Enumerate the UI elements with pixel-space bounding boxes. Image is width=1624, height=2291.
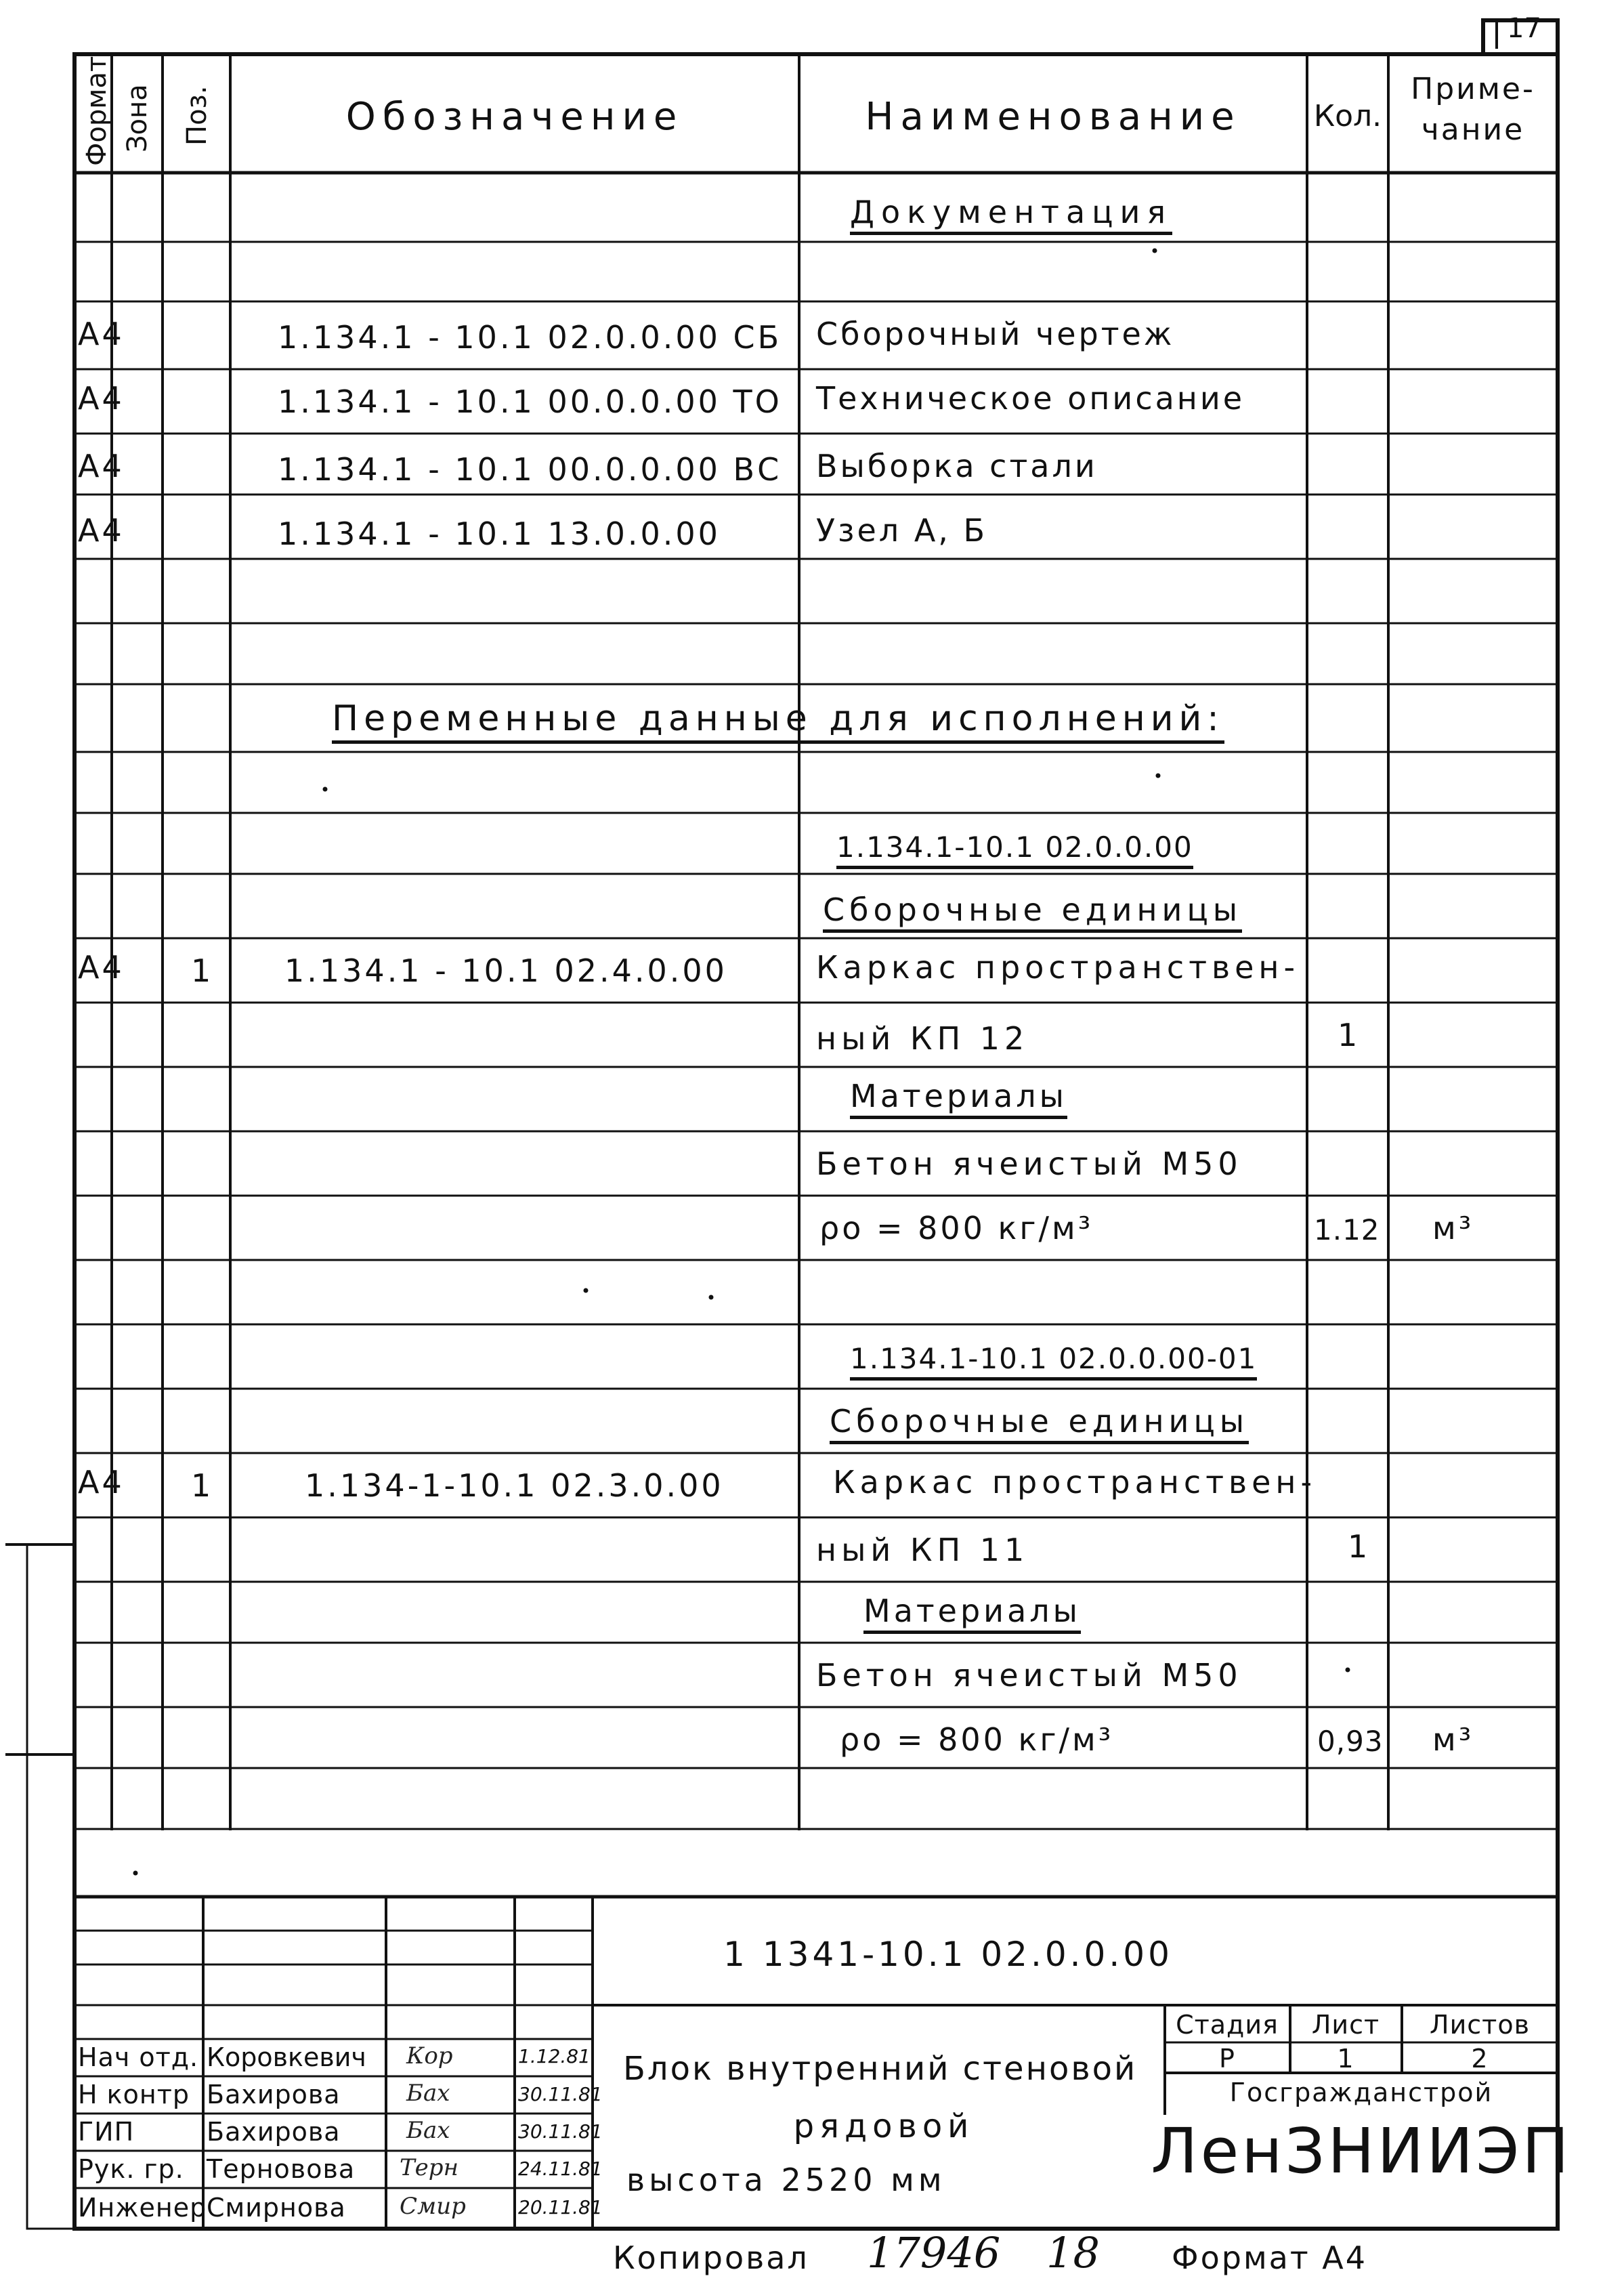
sign-date: 24.11.81 (518, 2158, 603, 2180)
row-name: Каркас пространствен- (833, 1464, 1317, 1500)
sign-name: Бахирова (207, 2080, 341, 2109)
section-documentation: Документация (850, 196, 1172, 235)
row-note: м³ (1432, 1721, 1474, 1758)
sign-role: Инженер (78, 2193, 207, 2223)
section-materials: Материалы (863, 1595, 1081, 1634)
row-name: Бетон ячеистый М50 (816, 1657, 1243, 1694)
header-zone: Зона (122, 84, 153, 152)
row-designation: 1.134.1 - 10.1 13.0.0.00 (278, 516, 721, 552)
title-line-3: высота 2520 мм (626, 2162, 946, 2198)
header-name: Наименование (865, 95, 1241, 139)
row-designation: 1.134.1 - 10.1 00.0.0.00 ВС (278, 451, 782, 488)
row-name: ρо = 800 кг/м³ (840, 1721, 1114, 1758)
row-name: Каркас пространствен- (816, 949, 1300, 986)
sign-role: ГИП (78, 2117, 135, 2147)
title-line-2: рядовой (793, 2107, 975, 2145)
stray-dot (323, 787, 327, 791)
header-pos: Поз. (181, 85, 213, 146)
signature-handwritten: Бах (406, 2117, 450, 2144)
footer-format: Формат А4 (1172, 2240, 1367, 2276)
header-qty: Кол. (1313, 99, 1382, 133)
row-pos: 1 (191, 1467, 214, 1504)
title-document-code: 1 1341-10.1 02.0.0.00 (723, 1935, 1173, 1974)
sign-name: Бахирова (207, 2117, 341, 2147)
signature-handwritten: Бах (406, 2080, 450, 2107)
row-qty: 1 (1338, 1017, 1361, 1053)
signature-handwritten: Кор (406, 2042, 453, 2069)
row-name: Выборка стали (816, 448, 1098, 484)
title-line-1: Блок внутренний стеновой (623, 2050, 1138, 2088)
row-designation: 1.134-1-10.1 02.3.0.00 (305, 1467, 724, 1504)
header-designation: Обозначение (345, 95, 684, 139)
sheet-value: 1 (1337, 2044, 1354, 2074)
institute-name: ЛенЗНИИЭП (1151, 2115, 1572, 2187)
row-qty: 0,93 (1317, 1725, 1384, 1758)
organization-name: Госгражданстрой (1229, 2078, 1493, 2107)
row-name: Сборочный чертеж (816, 316, 1175, 352)
execution-code: 1.134.1-10.1 02.0.0.00-01 (850, 1345, 1257, 1381)
row-format: А4 (78, 448, 125, 484)
page-number: 17 (1507, 13, 1541, 44)
row-note: м³ (1432, 1210, 1474, 1246)
stray-dot (133, 1871, 137, 1875)
row-name: ный КП 11 (816, 1532, 1029, 1568)
sheet-label: Лист (1311, 2010, 1380, 2040)
header-note-line1: Приме- (1411, 72, 1535, 106)
sheets-label: Листов (1430, 2010, 1530, 2040)
row-format: А4 (78, 949, 125, 986)
row-designation: 1.134.1 - 10.1 02.4.0.00 (284, 952, 727, 989)
stage-value: Р (1219, 2044, 1235, 2074)
footer-number-2: 18 (1046, 2228, 1100, 2277)
sign-name: Смирнова (207, 2193, 346, 2223)
signature-handwritten: Смир (400, 2193, 466, 2220)
stray-dot (709, 1295, 713, 1299)
section-assembly-units: Сборочные единицы (823, 894, 1242, 933)
row-name: Техническое описание (816, 380, 1245, 417)
row-designation: 1.134.1 - 10.1 00.0.0.00 ТО (278, 383, 782, 420)
section-assembly-units: Сборочные единицы (830, 1406, 1249, 1444)
row-name: Бетон ячеистый М50 (816, 1146, 1243, 1182)
row-qty: 1.12 (1314, 1213, 1380, 1246)
row-designation: 1.134.1 - 10.1 02.0.0.00 СБ (278, 319, 782, 356)
sign-role: Рук. гр. (78, 2154, 184, 2184)
stray-dot (1346, 1668, 1350, 1672)
sign-date: 30.11.81 (518, 2083, 603, 2105)
sign-name: Коровкевич (207, 2042, 366, 2072)
sheets-value: 2 (1471, 2044, 1489, 2074)
execution-code: 1.134.1-10.1 02.0.0.00 (836, 833, 1193, 869)
signature-handwritten: Терн (400, 2154, 458, 2181)
row-name: Узел А, Б (816, 512, 988, 549)
footer-copied: Копировал (613, 2240, 809, 2276)
row-format: А4 (78, 316, 125, 352)
sign-date: 20.11.81 (518, 2196, 603, 2219)
row-name: ный КП 12 (816, 1020, 1029, 1057)
row-format: А4 (78, 380, 125, 417)
stray-dot (1153, 249, 1157, 253)
stray-dot (1156, 774, 1160, 778)
row-name: ρо = 800 кг/м³ (819, 1210, 1094, 1246)
sign-date: 1.12.81 (518, 2045, 591, 2067)
sign-role: Н контр (78, 2080, 190, 2109)
stage-label: Стадия (1176, 2010, 1279, 2040)
section-variable-data: Переменные данные для исполнений: (332, 701, 1224, 744)
row-format: А4 (78, 512, 125, 549)
sign-role: Нач отд. (78, 2042, 199, 2072)
footer-number: 17946 (867, 2228, 1001, 2277)
section-materials: Материалы (850, 1080, 1067, 1119)
stray-dot (584, 1288, 588, 1292)
header-note-line2: чание (1421, 112, 1525, 147)
row-format: А4 (78, 1464, 125, 1500)
sign-date: 30.11.81 (518, 2120, 603, 2143)
row-pos: 1 (191, 952, 214, 989)
sign-name: Терновова (207, 2154, 356, 2184)
header-format: Формат (81, 56, 112, 166)
row-qty: 1 (1348, 1528, 1371, 1565)
